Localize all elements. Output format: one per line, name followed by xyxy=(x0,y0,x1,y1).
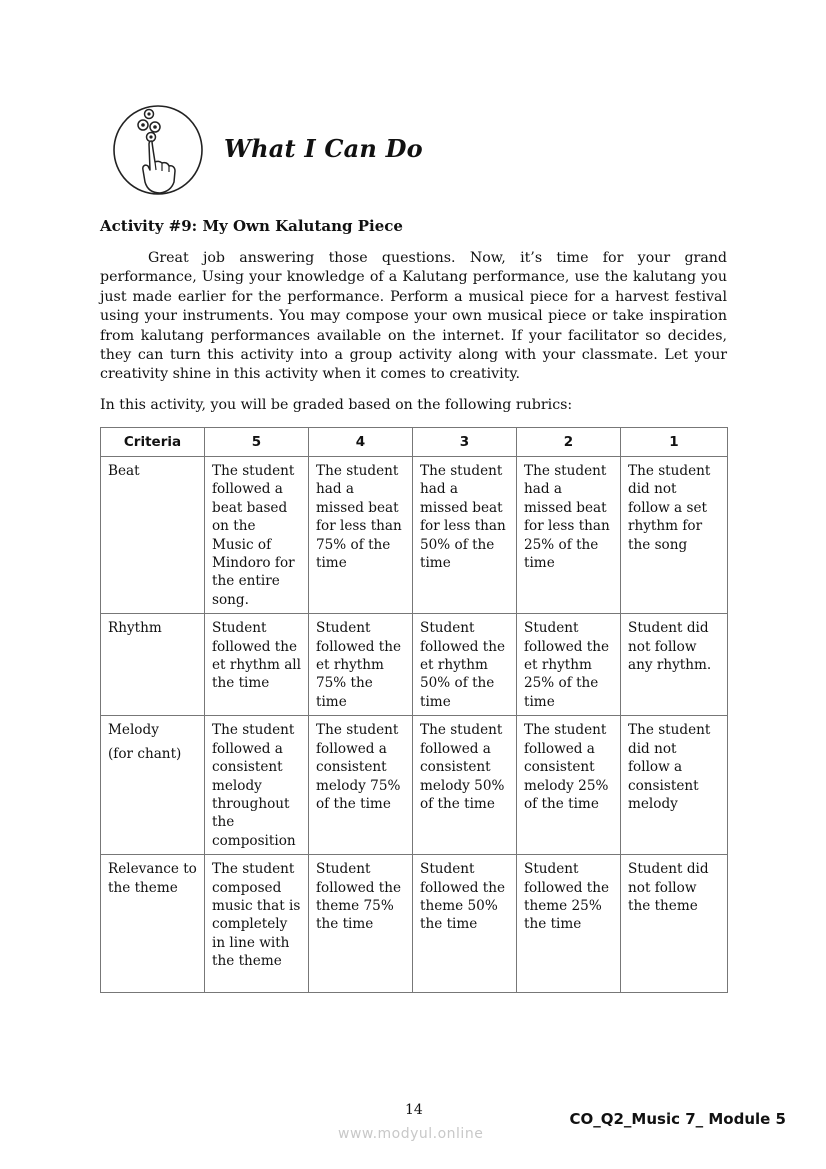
table-row xyxy=(101,855,728,993)
criteria-melody xyxy=(101,716,205,855)
rubric-table xyxy=(100,427,728,993)
header-score-2: 2 xyxy=(517,428,621,457)
rubric-intro: In this activity, you will be graded based on the following rubrics: xyxy=(100,397,573,413)
rubric-cell: The student followed a consistent melody 25% of the time xyxy=(517,716,621,855)
page-number: 14 xyxy=(405,1102,423,1118)
rubric-header-row xyxy=(101,428,728,457)
rubric-cell: Student followed the et rhythm 50% of the time xyxy=(413,614,517,716)
module-code: CO_Q2_Music 7_ Module 5 xyxy=(569,1110,786,1128)
rubric-cell: The student followed a consistent melody 50% of the time xyxy=(413,716,517,855)
criteria-melody-label: Melody xyxy=(108,722,159,739)
table-row xyxy=(101,614,728,716)
activity-instructions: Great job answering those questions. Now, it’s time for your grand performance, Using your knowledge of a Kalutang performance, use the kalutang you just made earlier for the performance. Perform a musical piece for a harvest festival using your instruments. You may compose your own musical piece or take inspiration from kalutang performances available on the internet. If your facilitator so decides, they can turn this activity into a group activity along with your classmate. Let your creativity shine in this activity when it comes to creativity. xyxy=(100,250,727,383)
header-score-5: 5 xyxy=(205,428,309,457)
criteria-melody-sub: (for chant) xyxy=(108,745,182,762)
rubric-cell: The student had a missed beat for less than 50% of the time xyxy=(413,457,517,614)
rubric-cell: The student followed a consistent melody 75% of the time xyxy=(309,716,413,855)
rubric-cell: Student followed the et rhythm 75% the time xyxy=(309,614,413,716)
rubric-cell: Student followed the theme 75% the time xyxy=(309,855,413,993)
rubric-cell: The student did not follow a consistent melody xyxy=(621,716,728,855)
rubric-cell: The student had a missed beat for less than 25% of the time xyxy=(517,457,621,614)
header-score-3: 3 xyxy=(413,428,517,457)
watermark: www.modyul.online xyxy=(338,1126,484,1142)
rubric-cell: The student followed a consistent melody throughout the composition xyxy=(205,716,309,855)
criteria-rhythm: Rhythm xyxy=(101,614,205,716)
activity-title: Activity #9: My Own Kalutang Piece xyxy=(100,217,403,235)
rubric-cell: Student did not follow any rhythm. xyxy=(621,614,728,716)
rubric-cell: Student followed the theme 50% the time xyxy=(413,855,517,993)
rubric-cell: The student did not follow a set rhythm for the song xyxy=(621,457,728,614)
criteria-beat: Beat xyxy=(101,457,205,614)
rubric-cell: Student followed the theme 25% the time xyxy=(517,855,621,993)
hand-gears-icon xyxy=(112,104,204,196)
table-row xyxy=(101,716,728,855)
section-title: What I Can Do xyxy=(224,134,423,163)
rubric-cell: Student followed the et rhythm 25% of the time xyxy=(517,614,621,716)
table-row xyxy=(101,457,728,614)
rubric-cell: The student followed a beat based on the Music of Mindoro for the entire song. xyxy=(205,457,309,614)
header-score-4: 4 xyxy=(309,428,413,457)
rubric-cell: Student did not follow the theme xyxy=(621,855,728,993)
header-score-1: 1 xyxy=(621,428,728,457)
criteria-relevance: Relevance to the theme xyxy=(101,855,205,993)
rubric-cell: Student followed the et rhythm all the time xyxy=(205,614,309,716)
header-criteria: Criteria xyxy=(101,428,205,457)
rubric-cell: The student composed music that is completely in line with the theme xyxy=(205,855,309,993)
rubric-cell: The student had a missed beat for less than 75% of the time xyxy=(309,457,413,614)
